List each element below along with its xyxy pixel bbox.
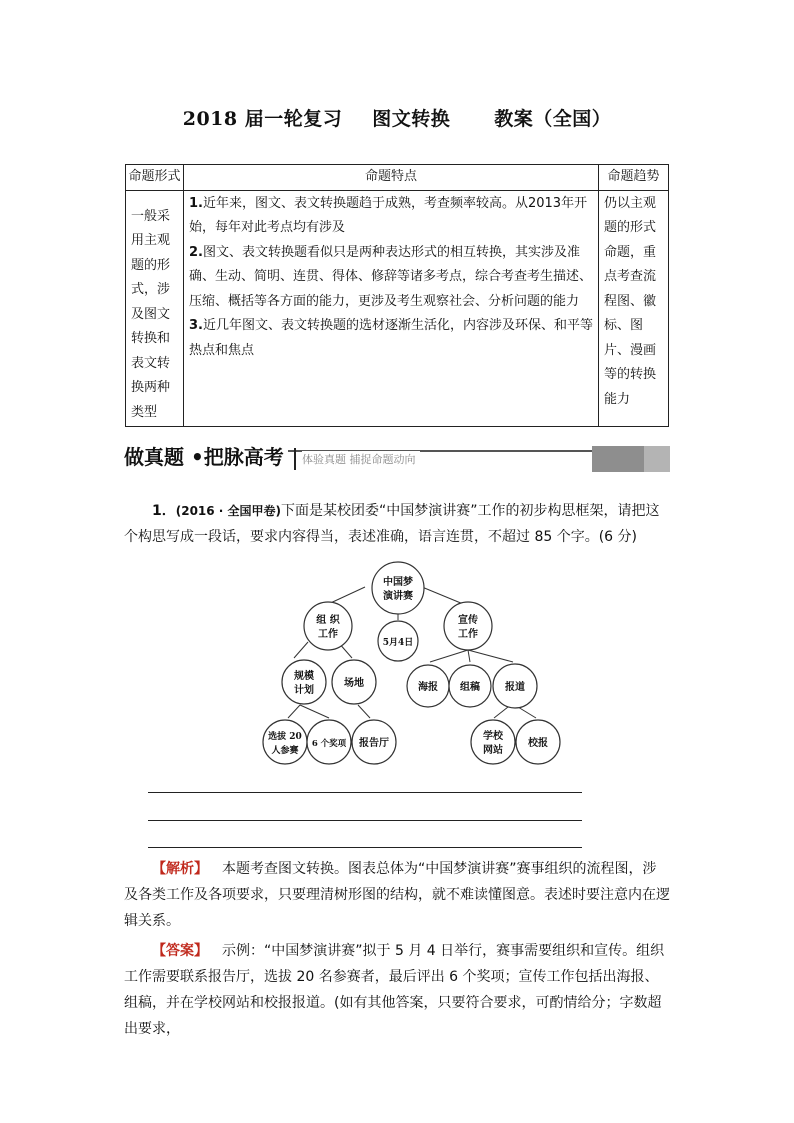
label-hall: 报告厅 xyxy=(359,738,389,749)
banner-gray-block-light xyxy=(644,446,670,472)
analysis-tag: 【解析】 xyxy=(152,861,208,877)
banner-heading: 做真题 •把脉高考 xyxy=(124,444,288,470)
title-part-review: 2018 届一轮复习 xyxy=(182,108,343,130)
feature-item: 2.图文、表文转换题看似只是两种表达形式的相互转换，其实涉及准确、生动、简明、连贯、得体、修辞等诸多考点，综合考查考生描述、压缩、概括等各方面的能力，更涉及考生观察社会、分析问题的能力 xyxy=(189,244,593,309)
header-form: 命题形式 xyxy=(126,165,184,191)
label-plan-1: 规模 xyxy=(294,671,314,682)
node-root xyxy=(372,562,424,614)
label-pub-2: 工作 xyxy=(458,629,478,640)
spec-table xyxy=(125,164,669,427)
label-root-1: 中国梦 xyxy=(383,577,413,588)
document-title xyxy=(0,104,794,131)
section-banner xyxy=(124,446,670,476)
node-publicity xyxy=(444,602,492,650)
answer-line xyxy=(148,847,582,848)
label-site-1: 学校 xyxy=(483,731,503,742)
spec-table-body-row xyxy=(126,190,669,427)
label-draft: 组稿 xyxy=(460,682,480,693)
node-organization xyxy=(304,602,352,650)
spec-table-header-row xyxy=(126,165,669,191)
feature-item: 1.近年来，图文、表文转换题趋于成熟，考查频率较高。从2013年开始，每年对此考点均有涉及 xyxy=(189,195,588,235)
label-root-2: 演讲赛 xyxy=(383,591,413,602)
label-poster: 海报 xyxy=(418,682,438,693)
answer-line xyxy=(148,792,582,793)
label-paper: 校报 xyxy=(528,738,548,749)
label-pub-1: 宣传 xyxy=(458,615,478,626)
node-plan xyxy=(282,660,326,704)
label-report: 报道 xyxy=(505,682,525,693)
answer-tag: 【答案】 xyxy=(152,943,208,959)
title-part-plan: 教案（全国） xyxy=(494,108,612,130)
label-site-2: 网站 xyxy=(483,745,503,756)
analysis-paragraph xyxy=(124,856,670,934)
answer-paragraph xyxy=(124,938,670,1042)
question-text: 1．(2016 · 全国甲卷)下面是某校团委“中国梦演讲赛”工作的初步构思框架，请把这个构思写成一段话，要求内容得当，表述准确，语言连贯，不超过 85 个字。(6 分) xyxy=(124,503,660,545)
node-site xyxy=(471,720,515,764)
header-trend: 命题趋势 xyxy=(599,165,669,191)
cell-form: 一般采用主观题的形式，涉及图文转换和表文转换两种类型 xyxy=(126,190,184,427)
header-features: 命题特点 xyxy=(184,165,599,191)
answer-text: 示例：“中国梦演讲赛”拟于 5 月 4 日举行，赛事需要组织和宣传。组织工作需要联系报告厅，选拔 20 名参赛者，最后评出 6 个奖项；宣传工作包括出海报、组稿，并在学校网站和校报报道。(如有其他答案，只要符合要求，可酌情给分；字数超出要求， xyxy=(124,943,665,1037)
banner-subheading: 体验真题 捕捉命题动向 xyxy=(302,451,420,469)
label-venue: 场地 xyxy=(344,678,364,689)
label-awards: 6 个奖项 xyxy=(311,739,347,749)
banner-divider xyxy=(294,448,296,470)
label-date: 5月4日 xyxy=(382,638,414,648)
title-part-topic: 图文转换 xyxy=(372,108,451,130)
tree-diagram xyxy=(258,560,578,770)
node-select xyxy=(263,720,307,764)
label-plan-2: 计划 xyxy=(294,685,314,696)
feature-item: 3.近几年图文、表文转换题的选材逐渐生活化，内容涉及环保、和平等热点和焦点 xyxy=(189,318,593,358)
analysis-text: 本题考查图文转换。图表总体为“中国梦演讲赛”赛事组织的流程图，涉及各类工作及各项要求，只要理清树形图的结构，就不难读懂图意。表述时要注意内在逻辑关系。 xyxy=(124,861,670,929)
label-select-1: 选拔 20 xyxy=(268,732,302,742)
answer-line xyxy=(148,820,582,821)
label-select-2: 人参赛 xyxy=(271,746,299,756)
cell-trend: 仍以主观题的形式命题，重点考查流程图、徽标、图片、漫画等的转换能力 xyxy=(599,190,669,427)
cell-features xyxy=(184,190,599,427)
label-org-2: 工作 xyxy=(318,629,338,640)
label-org-1: 组 织 xyxy=(316,615,340,626)
